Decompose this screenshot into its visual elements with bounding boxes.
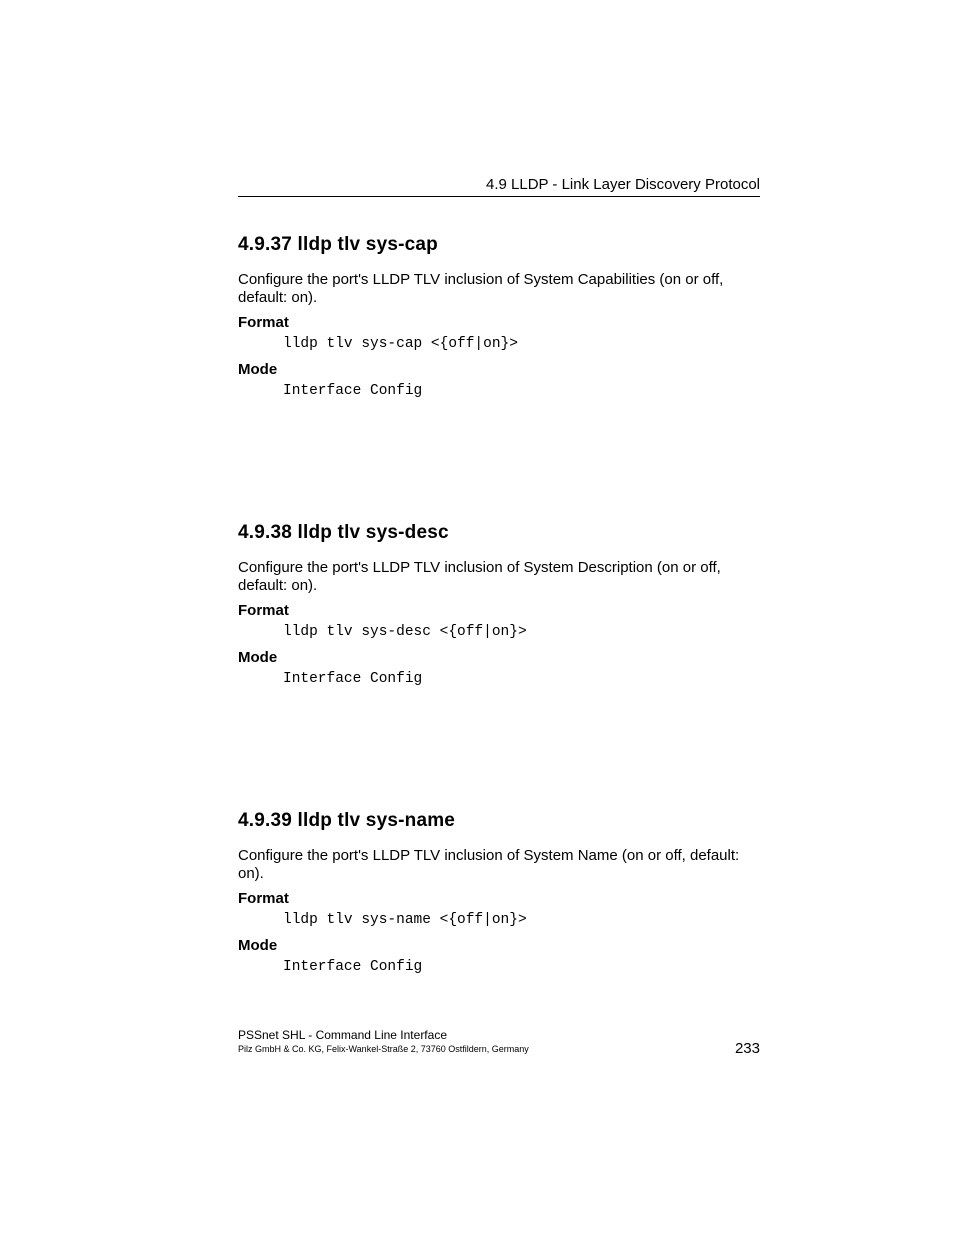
- format-command: lldp tlv sys-cap <{off|on}>: [283, 336, 518, 352]
- section-description: Configure the port's LLDP TLV inclusion of System Name (on or off, default: on).: [238, 847, 740, 882]
- section-sys-cap: [238, 233, 760, 400]
- mode-label: Mode: [238, 937, 278, 954]
- header-divider: [238, 196, 760, 197]
- format-command: lldp tlv sys-name <{off|on}>: [283, 912, 527, 928]
- format-label: Format: [238, 602, 289, 619]
- format-command: lldp tlv sys-desc <{off|on}>: [283, 624, 527, 640]
- section-description: Configure the port's LLDP TLV inclusion of System Description (on or off, default: on).: [238, 559, 721, 594]
- format-label: Format: [238, 314, 289, 331]
- mode-value: Interface Config: [283, 383, 423, 399]
- section-heading: 4.9.37 lldp tlv sys-cap: [238, 234, 438, 255]
- mode-value: Interface Config: [283, 959, 423, 975]
- mode-value: Interface Config: [283, 671, 423, 687]
- section-sys-desc: [238, 521, 760, 688]
- mode-label: Mode: [238, 649, 278, 666]
- section-sys-name: [238, 809, 760, 976]
- mode-label: Mode: [238, 361, 278, 378]
- footer-doc-title: PSSnet SHL - Command Line Interface: [238, 1028, 447, 1042]
- section-description: Configure the port's LLDP TLV inclusion of System Capabilities (on or off, default: on).: [238, 271, 724, 306]
- running-header: 4.9 LLDP - Link Layer Discovery Protocol: [485, 176, 760, 193]
- page-number: 233: [734, 1040, 760, 1057]
- section-heading: 4.9.38 lldp tlv sys-desc: [238, 522, 449, 543]
- footer-address: Pilz GmbH & Co. KG, Felix-Wankel-Straße 2, 73760 Ostfildern, Germany: [238, 1044, 529, 1054]
- format-label: Format: [238, 890, 289, 907]
- section-heading: 4.9.39 lldp tlv sys-name: [238, 810, 456, 831]
